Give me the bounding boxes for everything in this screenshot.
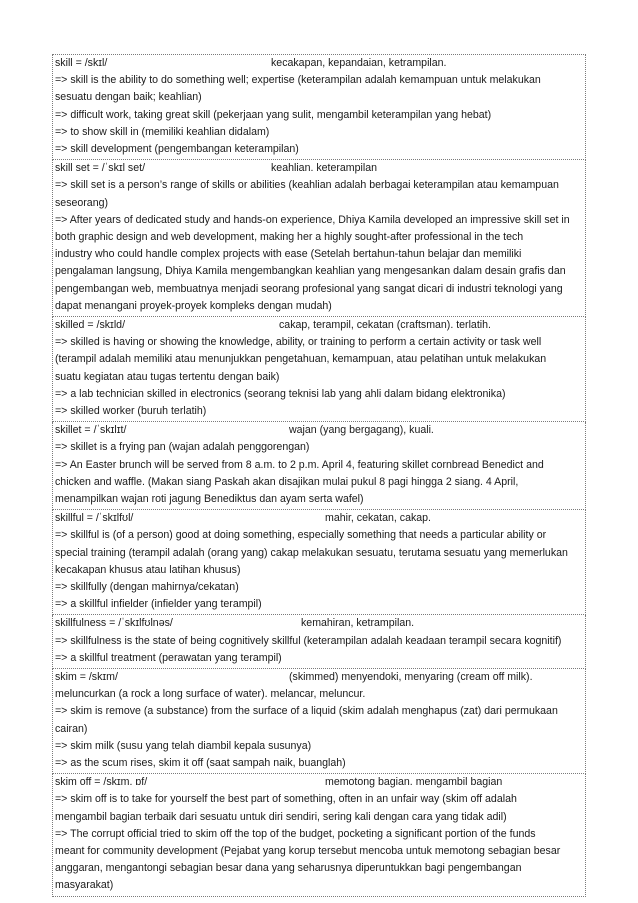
entry-header (55, 422, 583, 439)
entry-skim-off (52, 774, 586, 896)
entry-meaning: kecakapan, kepandaian, ketrampilan. (271, 57, 447, 69)
entry-line: (terampil adalah memiliki atau menunjukkan pengetahuan, kemampuan, atau pelatihan untuk melakukan (55, 353, 547, 366)
entry-line: => to show skill in (memiliki keahlian didalam) (55, 125, 270, 138)
entry-meaning: kemahiran, ketrampilan. (301, 617, 415, 630)
entry-header (55, 317, 583, 334)
entry-meaning: keahlian. keterampilan (271, 162, 377, 175)
dictionary-page (52, 54, 586, 897)
entry-skilled (52, 317, 586, 422)
entry-line: => An Easter brunch will be served from 8 a.m. to 2 p.m. April 4, featuring skillet cornbread Benedict and (55, 458, 544, 471)
entry-term: skill = /skɪl/ (55, 57, 108, 69)
entry-header (55, 774, 583, 791)
entry-line: mengambil bagian terbaik dari sesuatu untuk diri sendiri, sering kali dengan cara yang tidak adil) (55, 810, 507, 823)
entry-skillet (52, 422, 586, 510)
entry-skim (52, 669, 586, 774)
entry-line: => skillfully (dengan mahirnya/cekatan) (55, 581, 239, 594)
entry-header (55, 510, 583, 527)
entry-meaning: (skimmed) menyendoki, menyaring (cream off milk). (289, 671, 533, 684)
entry-meaning: mahir, cekatan, cakap. (325, 512, 431, 525)
entry-header (55, 615, 583, 632)
entry-line: => skillful is (of a person) good at doing something, especially something that needs a particular ability or (55, 529, 547, 542)
entry-term: skill set = /ˈskɪl set/ (55, 162, 146, 175)
entry-line: => a lab technician skilled in electronics (seorang teknisi lab yang ahli dalam bidang elektronika) (55, 387, 506, 400)
entry-line: => After years of dedicated study and hands-on experience, Dhiya Kamila developed an impressive skill set in (55, 213, 570, 226)
entry-line: suatu kegiatan atau tugas tertentu dengan baik) (55, 370, 280, 383)
entry-meaning: wajan (yang bergagang), kuali. (289, 424, 434, 437)
entry-line: => skillet is a frying pan (wajan adalah penggorengan) (55, 441, 310, 454)
entry-line: => skill set is a person’s range of skills or abilities (keahlian adalah berbagai keterampilan atau kemampuan (55, 179, 559, 192)
entry-line: both graphic design and web development, making her a highly sought-after professional in the tech (55, 231, 524, 243)
entry-term: skillet = /ˈskɪlɪt/ (55, 424, 127, 437)
entry-term: skillful = /ˈskɪlfʊl/ (55, 512, 134, 525)
entry-line: meant for community development (Pejabat yang korup tersebut mencoba untuk memotong sebagian besar (55, 845, 561, 858)
entry-term: skillfulness = /ˈskɪlfʊlnəs/ (55, 617, 173, 630)
entry-skillfulness (52, 615, 586, 669)
entry-line: => a skillful treatment (perawatan yang terampil) (55, 651, 282, 664)
entry-line: sesuatu dengan baik; keahlian) (55, 91, 202, 104)
entry-term: skilled = /skɪld/ (55, 319, 126, 332)
entry-line: => a skillful infielder (infielder yang terampil) (55, 598, 262, 611)
entry-line: seseorang) (55, 196, 108, 209)
entry-skillful (52, 510, 586, 615)
entry-header (55, 55, 583, 72)
entry-header (55, 669, 583, 686)
entry-line: meluncurkan (a rock a long surface of water). melancar, meluncur. (55, 688, 366, 701)
entry-line: kecakapan khusus atau latihan khusus) (55, 563, 241, 576)
entry-line: => skim milk (susu yang telah diambil kepala susunya) (55, 739, 312, 752)
entry-line: => difficult work, taking great skill (pekerjaan yang sulit, mengambil keterampilan yang hebat) (55, 108, 492, 121)
entry-line: special training (terampil adalah (orang yang) cakap melakukan sesuatu, terutama sesuatu yang memerlukan (55, 546, 568, 559)
entry-line: pengalaman langsung, Dhiya Kamila mengembangkan keahlian yang mengesankan dalam desain grafis dan (55, 265, 566, 278)
entry-line: cairan) (55, 722, 88, 735)
entry-line: => skim off is to take for yourself the best part of something, often in an unfair way (skim off adalah (55, 793, 517, 806)
entry-line: => skilled is having or showing the knowledge, ability, or training to perform a certain activity or task well (55, 336, 542, 349)
entry-line: => The corrupt official tried to skim off the top of the budget, pocketing a significant portion of the funds (55, 827, 536, 840)
entry-line: => as the scum rises, skim it off (saat sampah naik, buanglah) (55, 757, 346, 770)
entry-line: => skillfulness is the state of being cognitively skillful (keterampilan adalah keadaan terampil secara kognitif) (55, 634, 562, 647)
entry-term: skim = /skɪm/ (55, 671, 118, 684)
entry-line: => skill is the ability to do something well; expertise (keterampilan adalah kemampuan untuk melakukan (55, 74, 541, 87)
entry-line: => skilled worker (buruh terlatih) (55, 405, 207, 418)
entry-line: => skim is remove (a substance) from the surface of a liquid (skim adalah menghapus (zat) dari permukaan (55, 705, 558, 718)
entry-header (55, 160, 583, 177)
entry-term: skim off = /skɪm. ɒf/ (55, 776, 148, 789)
entry-line: menampilkan wajan roti jagung Benediktus dan ayam serta wafel) (55, 493, 364, 506)
entry-line: dapat menangani proyek-proyek kompleks dengan mudah) (55, 299, 332, 312)
entry-line: pengembangan web, membuatnya menjadi seorang profesional yang sangat dicari di industri teknologi yang (55, 282, 563, 295)
entry-line: industry who could handle complex projects with ease (Setelah bertahun-tahun belajar dan memiliki (55, 248, 522, 261)
entry-line: anggaran, mengantongi sebagian besar dana yang seharusnya diperuntukkan bagi pengembangan (55, 862, 522, 875)
entry-line: => skill development (pengembangan keterampilan) (55, 143, 299, 155)
entry-line: chicken and waffle. (Makan siang Paskah akan disajikan mulai pukul 8 pagi hingga 2 siang. 4 April, (55, 475, 519, 488)
entry-skill-set (52, 160, 586, 317)
entry-meaning: cakap, terampil, cekatan (craftsman). terlatih. (279, 319, 491, 332)
entry-line: masyarakat) (55, 879, 114, 892)
entry-meaning: memotong bagian. mengambil bagian (325, 776, 503, 789)
entry-skill (52, 54, 586, 160)
